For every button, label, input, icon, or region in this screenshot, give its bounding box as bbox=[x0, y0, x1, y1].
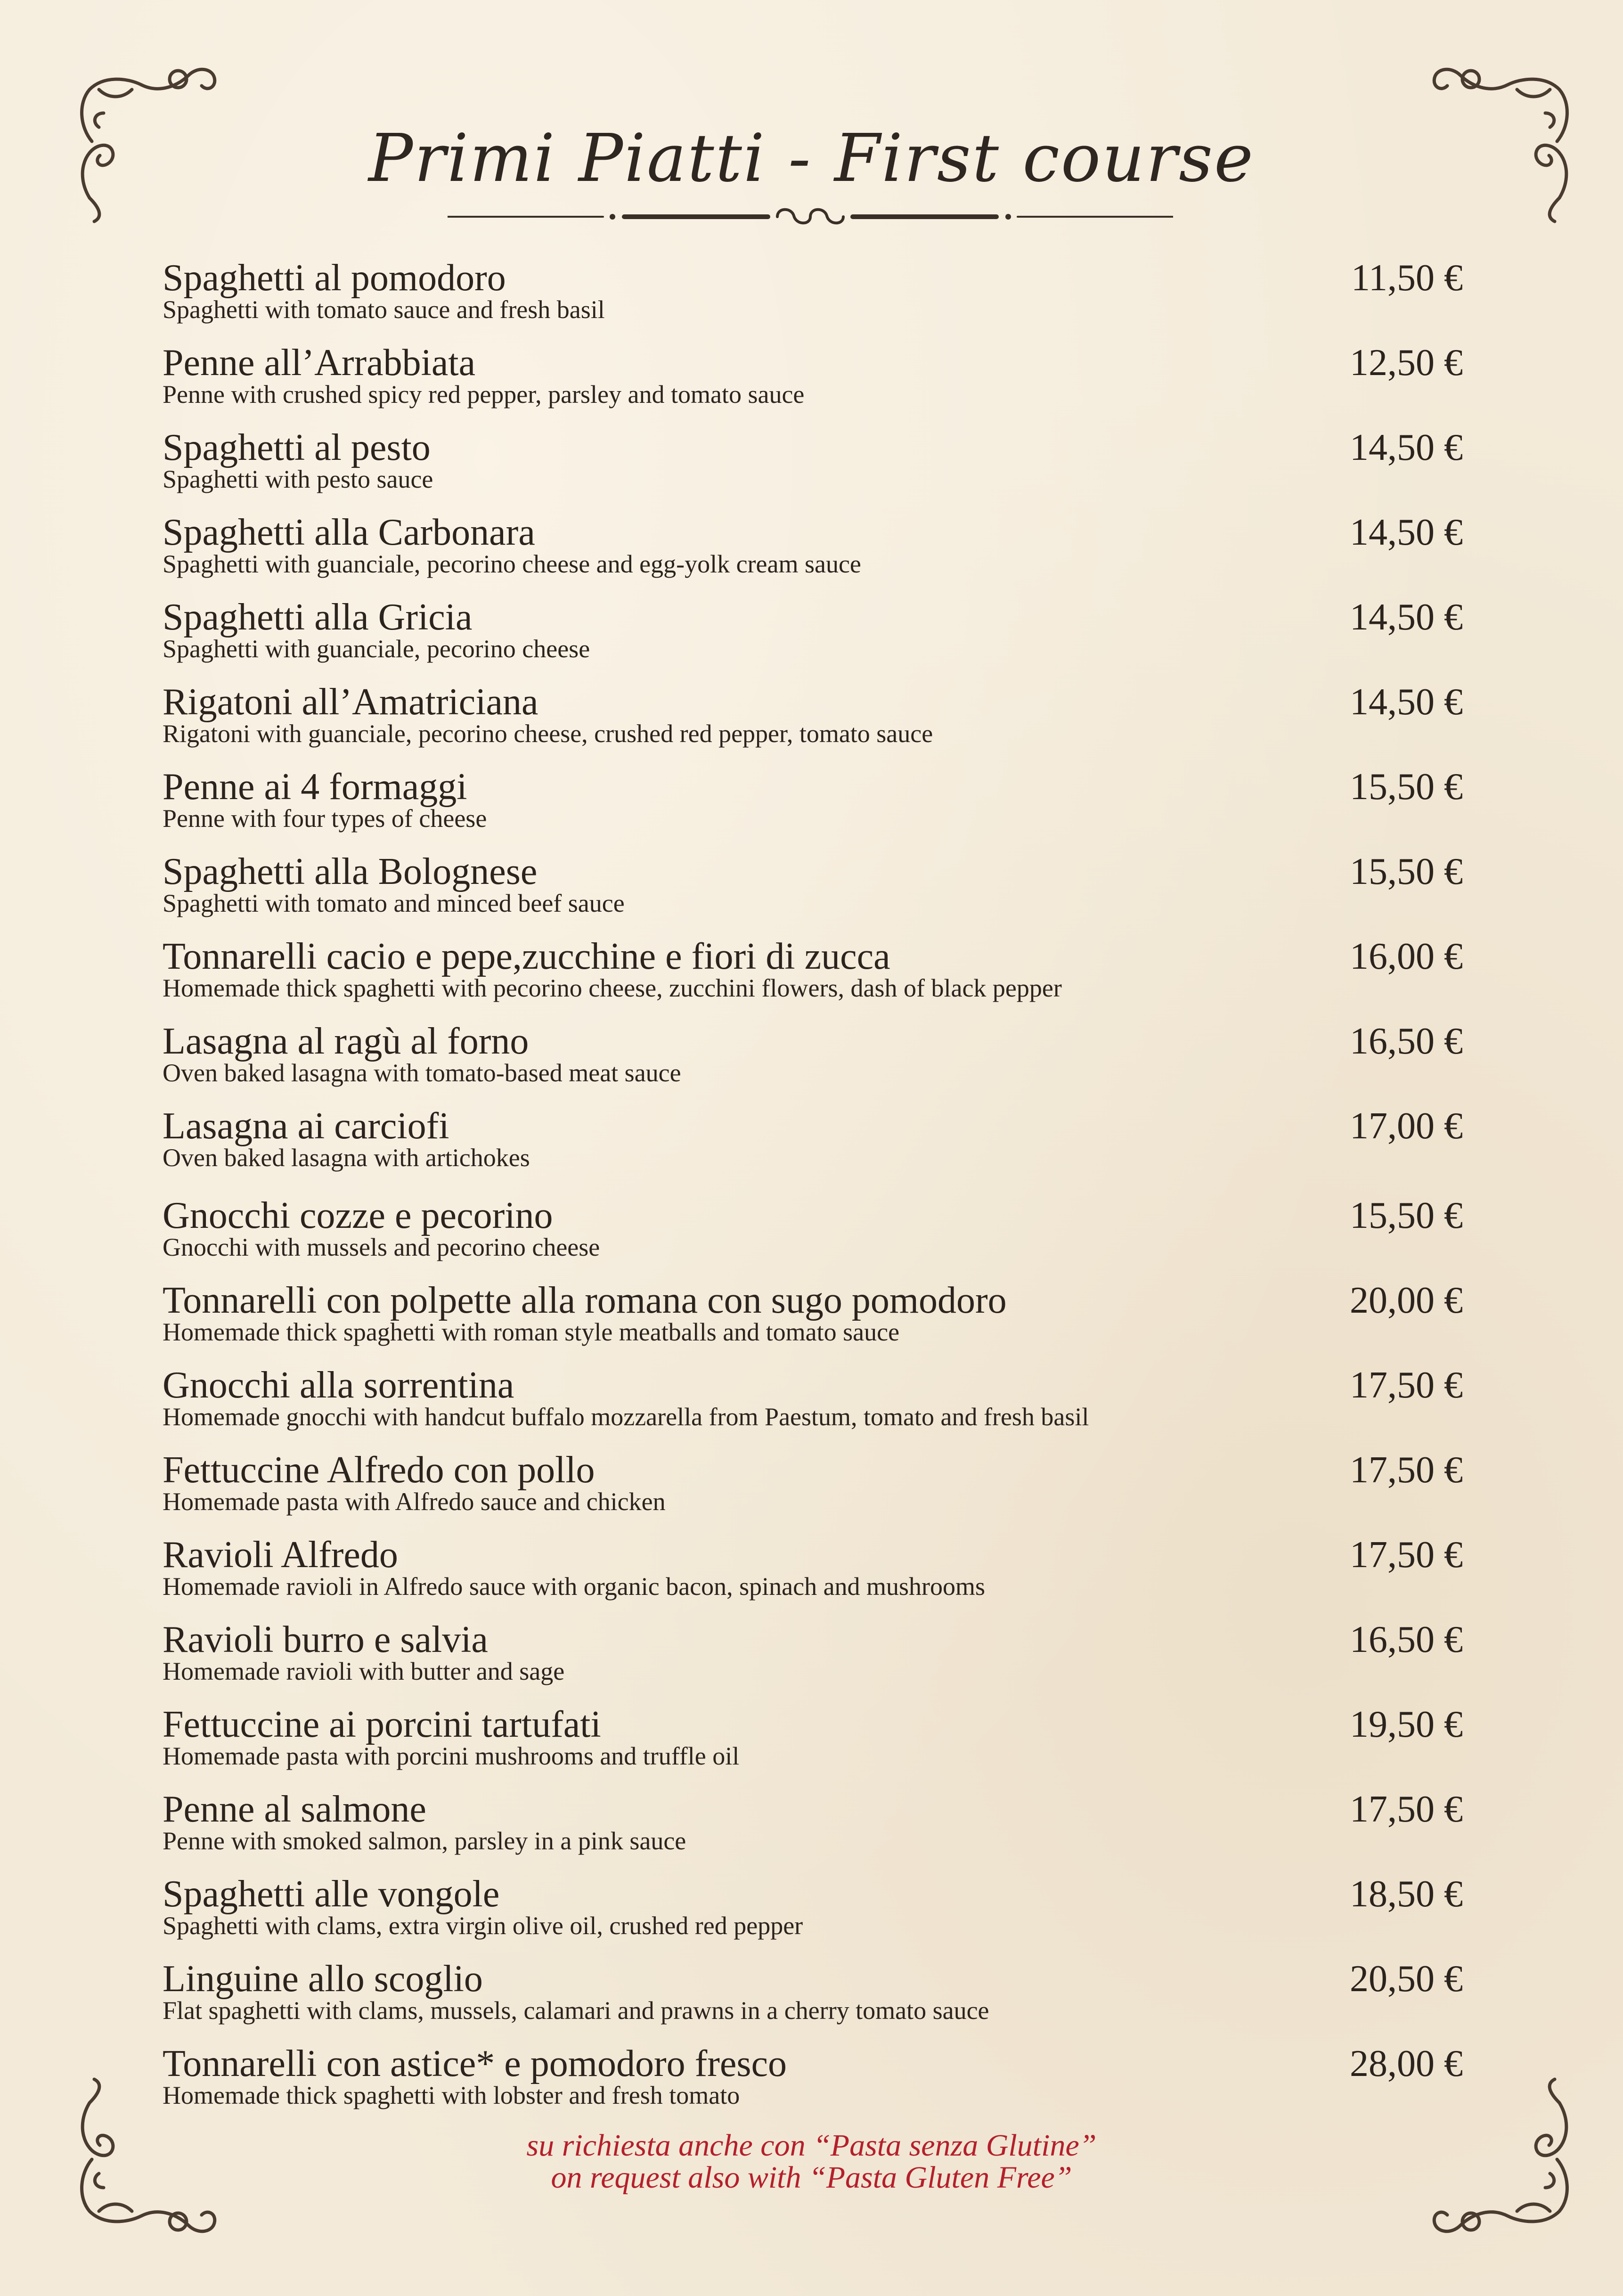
menu-item bbox=[163, 511, 1463, 596]
dish-description: Oven baked lasagna with artichokes bbox=[163, 1144, 530, 1172]
dish-description: Homemade ravioli with butter and sage bbox=[163, 1657, 565, 1685]
dish-price: 15,50 € bbox=[1350, 851, 1463, 892]
dish-description: Homemade pasta with porcini mushrooms and truffle oil bbox=[163, 1742, 740, 1770]
dish-description: Homemade pasta with Alfredo sauce and chicken bbox=[163, 1487, 666, 1516]
dish-name: Tonnarelli con polpette alla romana con sugo pomodoro bbox=[163, 1280, 1007, 1321]
dish-description: Penne with crushed spicy red pepper, parsley and tomato sauce bbox=[163, 380, 805, 409]
dish-name: Fettuccine ai porcini tartufati bbox=[163, 1704, 601, 1745]
dish-name: Spaghetti alle vongole bbox=[163, 1873, 500, 1915]
dish-name: Tonnarelli cacio e pepe,zucchine e fiori di zucca bbox=[163, 936, 890, 977]
menu-item bbox=[163, 1958, 1463, 2043]
dish-name: Spaghetti al pesto bbox=[163, 427, 431, 468]
menu-item bbox=[163, 1020, 1463, 1105]
menu-item bbox=[163, 257, 1463, 342]
dish-description: Oven baked lasagna with tomato-based meat sauce bbox=[163, 1059, 681, 1087]
dish-description: Homemade gnocchi with handcut buffalo mozzarella from Paestum, tomato and fresh basil bbox=[163, 1403, 1089, 1431]
menu-item bbox=[163, 1194, 1463, 1279]
menu-item bbox=[163, 1105, 1463, 1190]
menu-item bbox=[163, 1703, 1463, 1788]
dish-price: 11,50 € bbox=[1351, 257, 1463, 299]
menu-item bbox=[163, 1534, 1463, 1618]
dish-name: Penne all’Arrabbiata bbox=[163, 342, 476, 384]
dish-description: Spaghetti with clams, extra virgin olive oil, crushed red pepper bbox=[163, 1912, 803, 1940]
dish-name: Lasagna ai carciofi bbox=[163, 1105, 449, 1147]
menu-item bbox=[163, 596, 1463, 681]
menu-item bbox=[163, 1279, 1463, 1364]
dish-description: Spaghetti with guanciale, pecorino cheese and egg-yolk cream sauce bbox=[163, 550, 861, 578]
dish-description: Gnocchi with mussels and pecorino cheese bbox=[163, 1233, 600, 1261]
dish-name: Rigatoni all’Amatriciana bbox=[163, 681, 538, 723]
dish-name: Ravioli Alfredo bbox=[163, 1534, 398, 1576]
dish-description: Penne with smoked salmon, parsley in a pink sauce bbox=[163, 1827, 686, 1855]
dish-description: Spaghetti with tomato sauce and fresh basil bbox=[163, 295, 605, 324]
dish-name: Spaghetti al pomodoro bbox=[163, 257, 506, 299]
menu-item bbox=[163, 2043, 1463, 2127]
dish-price: 17,50 € bbox=[1350, 1789, 1463, 1830]
dish-name: Gnocchi alla sorrentina bbox=[163, 1365, 514, 1406]
menu-item bbox=[163, 850, 1463, 935]
dish-name: Tonnarelli con astice* e pomodoro fresco bbox=[163, 2043, 787, 2084]
dish-price: 17,50 € bbox=[1350, 1534, 1463, 1576]
dish-price: 12,50 € bbox=[1350, 342, 1463, 384]
dish-name: Linguine allo scoglio bbox=[163, 1958, 483, 2000]
dish-price: 15,50 € bbox=[1350, 1195, 1463, 1236]
dish-name: Spaghetti alla Gricia bbox=[163, 596, 473, 638]
divider-ornament-icon bbox=[448, 198, 1173, 236]
menu-item bbox=[163, 1449, 1463, 1534]
dish-price: 16,50 € bbox=[1350, 1619, 1463, 1660]
dish-description: Homemade thick spaghetti with lobster and fresh tomato bbox=[163, 2081, 740, 2109]
dish-name: Penne ai 4 formaggi bbox=[163, 766, 467, 808]
dish-name: Ravioli burro e salvia bbox=[163, 1619, 488, 1660]
gluten-free-note bbox=[0, 2130, 1623, 2194]
dish-price: 14,50 € bbox=[1350, 596, 1463, 638]
dish-price: 17,00 € bbox=[1350, 1105, 1463, 1147]
note-english: on request also with “Pasta Gluten Free” bbox=[551, 2160, 1072, 2195]
menu-item bbox=[163, 681, 1463, 766]
dish-price: 28,00 € bbox=[1350, 2043, 1463, 2084]
dish-description: Flat spaghetti with clams, mussels, calamari and prawns in a cherry tomato sauce bbox=[163, 1996, 989, 2025]
menu-item bbox=[163, 1788, 1463, 1873]
dish-name: Penne al salmone bbox=[163, 1789, 426, 1830]
dish-description: Penne with four types of cheese bbox=[163, 804, 487, 833]
dish-price: 14,50 € bbox=[1350, 681, 1463, 723]
dish-price: 20,50 € bbox=[1350, 1958, 1463, 2000]
dish-description: Homemade thick spaghetti with pecorino cheese, zucchini flowers, dash of black pepper bbox=[163, 974, 1062, 1002]
dish-price: 16,00 € bbox=[1350, 936, 1463, 977]
menu-item bbox=[163, 766, 1463, 850]
dish-price: 16,50 € bbox=[1350, 1021, 1463, 1062]
menu-item bbox=[163, 1364, 1463, 1449]
menu-item bbox=[163, 1873, 1463, 1958]
dish-name: Lasagna al ragù al forno bbox=[163, 1021, 529, 1062]
dish-price: 19,50 € bbox=[1350, 1704, 1463, 1745]
dish-price: 17,50 € bbox=[1350, 1365, 1463, 1406]
menu-item bbox=[163, 935, 1463, 1020]
dish-price: 15,50 € bbox=[1350, 766, 1463, 808]
dish-description: Spaghetti with guanciale, pecorino cheese bbox=[163, 635, 590, 663]
menu-item bbox=[163, 342, 1463, 426]
dish-price: 17,50 € bbox=[1350, 1449, 1463, 1491]
menu-list bbox=[163, 257, 1463, 2127]
menu-item bbox=[163, 1618, 1463, 1703]
menu-item bbox=[163, 426, 1463, 511]
dish-price: 14,50 € bbox=[1350, 427, 1463, 468]
dish-price: 18,50 € bbox=[1350, 1873, 1463, 1915]
dish-name: Spaghetti alla Bolognese bbox=[163, 851, 538, 892]
dish-name: Fettuccine Alfredo con pollo bbox=[163, 1449, 595, 1491]
dish-price: 20,00 € bbox=[1350, 1280, 1463, 1321]
page-title: Primi Piatti - First course bbox=[368, 120, 1255, 197]
dish-price: 14,50 € bbox=[1350, 512, 1463, 553]
dish-description: Homemade ravioli in Alfredo sauce with organic bacon, spinach and mushrooms bbox=[163, 1572, 986, 1601]
dish-description: Rigatoni with guanciale, pecorino cheese, crushed red pepper, tomato sauce bbox=[163, 719, 933, 748]
dish-description: Spaghetti with pesto sauce bbox=[163, 465, 433, 493]
dish-description: Spaghetti with tomato and minced beef sauce bbox=[163, 889, 625, 917]
dish-name: Spaghetti alla Carbonara bbox=[163, 512, 535, 553]
note-italian: su richiesta anche con “Pasta senza Glutine” bbox=[526, 2128, 1097, 2163]
dish-name: Gnocchi cozze e pecorino bbox=[163, 1195, 553, 1236]
dish-description: Homemade thick spaghetti with roman style meatballs and tomato sauce bbox=[163, 1318, 900, 1346]
